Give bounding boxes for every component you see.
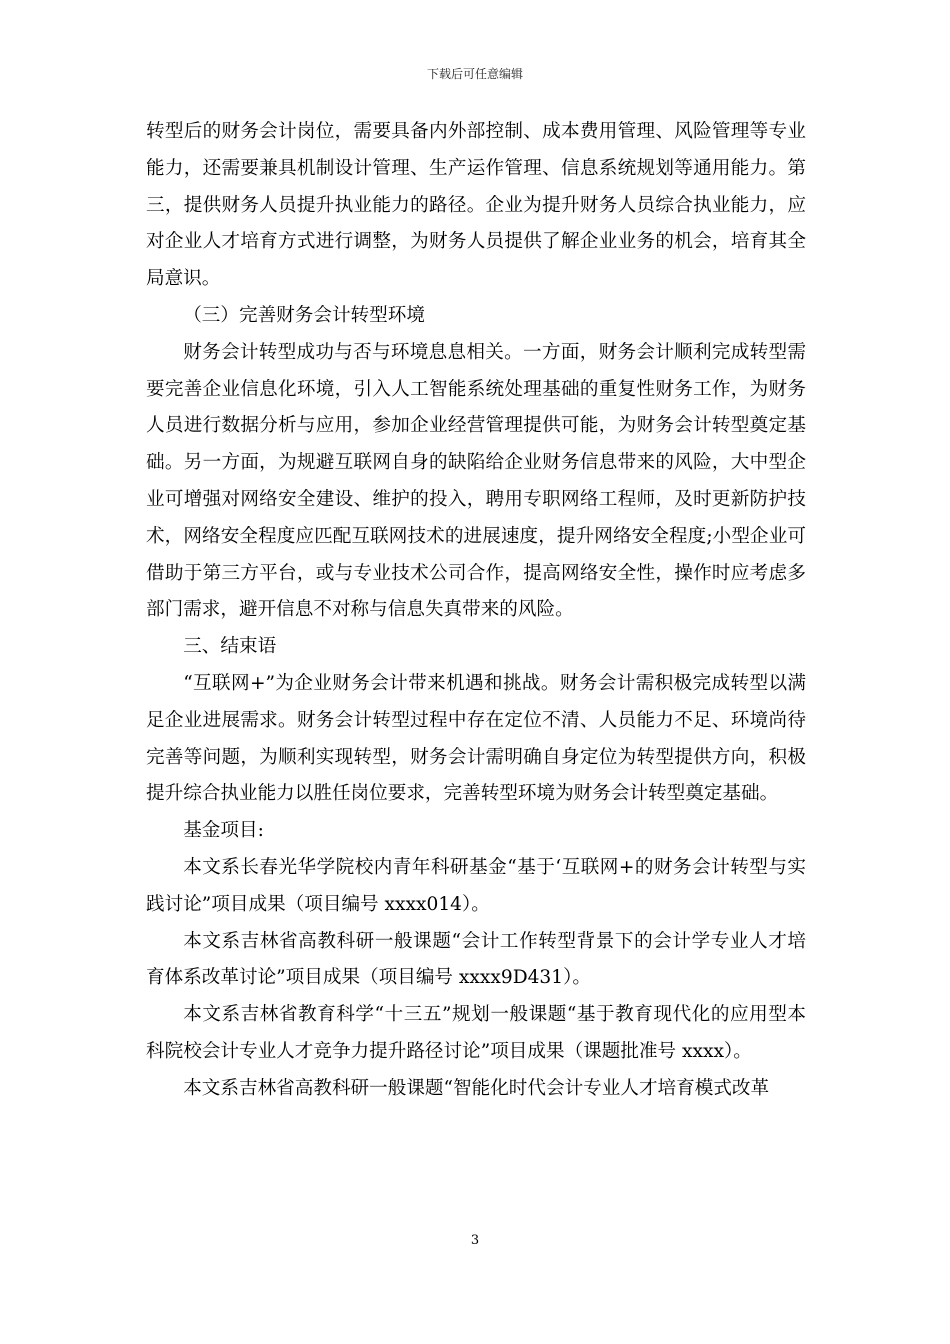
fund-item: 本文系吉林省教育科学“十三五”规划一般课题“基于教育现代化的应用型本科院校会计专业人才竞争力提升路径讨论”项目成果（课题批准号 xxxx）。 (146, 1004, 806, 1062)
paragraph: “互联网+”为企业财务会计带来机遇和挑战。财务会计需积极完成转型以满足企业进展需求。财务会计转型过程中存在定位不清、人员能力不足、环境尚待完善等问题，为顺利实现转型，财务会计需明确自身定位为转型提供方向，积极提升综合执业能力以胜任岗位要求，完善转型环境为财务会计转型奠定基础。 (146, 672, 806, 805)
paragraph: 财务会计转型成功与否与环境息息相关。一方面，财务会计顺利完成转型需要完善企业信息化环境，引入人工智能系统处理基础的重复性财务工作，为财务人员进行数据分析与应用，参加企业经营管理提供可能，为财务会计转型奠定基础。另一方面，为规避互联网自身的缺陷给企业财务信息带来的风险，大中型企业可增强对网络安全建设、维护的投入，聘用专职网络工程师，及时更新防护技术，网络安全程度应匹配互联网技术的进展速度，提升网络安全程度;小型企业可借助于第三方平台，或与专业技术公司合作，提高网络安全性，操作时应考虑多部门需求，避开信息不对称与信息失真带来的风险。 (146, 341, 806, 621)
paragraph: 转型后的财务会计岗位，需要具备内外部控制、成本费用管理、风险管理等专业能力，还需要兼具机制设计管理、生产运作管理、信息系统规划等通用能力。第三，提供财务人员提升执业能力的路径。企业为提升财务人员综合执业能力，应对企业人才培育方式进行调整，为财务人员提供了解企业业务的机会，培育其全局意识。 (146, 121, 806, 290)
section-heading: 三、结束语 (183, 636, 277, 658)
fund-item: 本文系吉林省高教科研一般课题“会计工作转型背景下的会计学专业人才培育体系改革讨论”项目成果（项目编号 xxxx9D431）。 (146, 930, 806, 989)
page-number: 3 (470, 1233, 480, 1248)
section-heading: （三）完善财务会计转型环境 (183, 304, 425, 326)
document-body (146, 114, 806, 1108)
fund-heading: 基金项目: (183, 820, 264, 842)
page-header-note: 下载后可任意编辑 (426, 67, 523, 81)
fund-item: 本文系吉林省高教科研一般课题“智能化时代会计专业人才培育模式改革 (183, 1077, 770, 1099)
fund-item: 本文系长春光华学院校内青年科研基金“基于‘互联网+的财务会计转型与实践讨论”项目成果（项目编号 xxxx014）。 (146, 856, 806, 915)
